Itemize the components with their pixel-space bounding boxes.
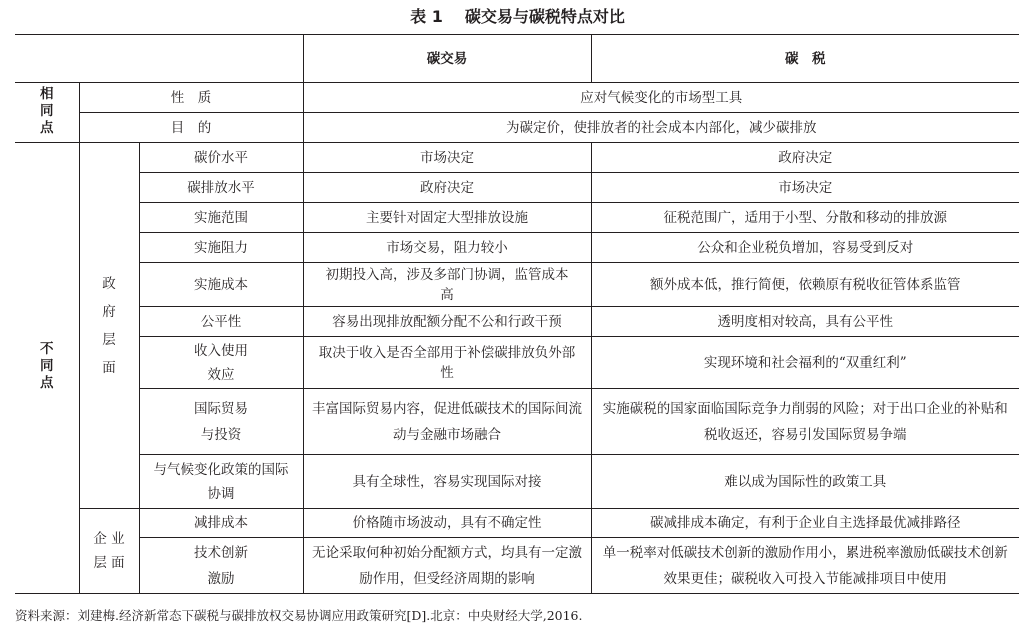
table-title: 碳交易与碳税特点对比 — [464, 7, 625, 26]
row-label: 实施成本 — [139, 263, 303, 307]
cell-trade: 无论采取何种初始分配额方式，均具有一定激励作用，但受经济周期的影响 — [303, 538, 591, 594]
cell-trade: 初期投入高，涉及多部门协调，监管成本高 — [303, 263, 591, 307]
table-row — [15, 337, 1019, 389]
cell-tax: 市场决定 — [591, 173, 1019, 203]
group-label-same: 相 同 点 — [15, 83, 79, 143]
header-row — [15, 35, 1019, 83]
table-row — [15, 233, 1019, 263]
row-label: 与气候变化政策的国际协调 — [139, 455, 303, 509]
cell-trade: 取决于收入是否全部用于补偿碳排放负外部性 — [303, 337, 591, 389]
cell-trade: 价格随市场波动，具有不确定性 — [303, 509, 591, 538]
sub-group-enterprise: 企 业 层 面 — [79, 509, 139, 594]
comparison-table — [15, 34, 1019, 594]
table-row — [15, 143, 1019, 173]
row-label: 目 的 — [79, 113, 303, 143]
row-label: 国际贸易 与投资 — [139, 389, 303, 455]
cell-trade: 容易出现排放配额分配不公和行政干预 — [303, 307, 591, 337]
row-label: 减排成本 — [139, 509, 303, 538]
table-row — [15, 113, 1019, 143]
cell-trade: 市场决定 — [303, 143, 591, 173]
cell-tax: 实现环境和社会福利的“双重红利” — [591, 337, 1019, 389]
header-carbon-trading: 碳交易 — [303, 35, 591, 83]
table-row — [15, 389, 1019, 455]
table-row — [15, 203, 1019, 233]
header-carbon-tax: 碳 税 — [591, 35, 1019, 83]
group-label-different: 不 同 点 — [15, 143, 79, 594]
cell-tax: 碳减排成本确定，有利于企业自主选择最优减排路径 — [591, 509, 1019, 538]
row-label: 实施范围 — [139, 203, 303, 233]
cell-trade: 主要针对固定大型排放设施 — [303, 203, 591, 233]
table-caption — [0, 4, 1035, 30]
table-row — [15, 455, 1019, 509]
cell-trade: 丰富国际贸易内容，促进低碳技术的国际间流动与金融市场融合 — [303, 389, 591, 455]
cell-trade: 具有全球性，容易实现国际对接 — [303, 455, 591, 509]
cell-tax: 实施碳税的国家面临国际竞争力削弱的风险；对于出口企业的补贴和税收返还，容易引发国际贸易争端 — [591, 389, 1019, 455]
merged-value: 应对气候变化的市场型工具 — [303, 83, 1019, 113]
table-row — [15, 83, 1019, 113]
cell-tax: 公众和企业税负增加，容易受到反对 — [591, 233, 1019, 263]
cell-tax: 难以成为国际性的政策工具 — [591, 455, 1019, 509]
table-row — [15, 263, 1019, 307]
cell-trade: 市场交易，阻力较小 — [303, 233, 591, 263]
source-note: 资料来源：刘建梅.经济新常态下碳税与碳排放权交易协调应用政策研究[D].北京：中央财经大学,2016. — [15, 608, 583, 623]
row-label: 实施阻力 — [139, 233, 303, 263]
merged-value: 为碳定价，使排放者的社会成本内部化，减少碳排放 — [303, 113, 1019, 143]
cell-tax: 透明度相对较高，具有公平性 — [591, 307, 1019, 337]
row-label: 收入使用 效应 — [139, 337, 303, 389]
row-label: 性 质 — [79, 83, 303, 113]
table-row — [15, 307, 1019, 337]
row-label: 碳价水平 — [139, 143, 303, 173]
table-row — [15, 509, 1019, 538]
table-row — [15, 538, 1019, 594]
row-label: 公平性 — [139, 307, 303, 337]
row-label: 技术创新 激励 — [139, 538, 303, 594]
sub-group-government: 政 府 层 面 — [79, 143, 139, 509]
cell-tax: 政府决定 — [591, 143, 1019, 173]
cell-tax: 额外成本低，推行简便，依赖原有税收征管体系监管 — [591, 263, 1019, 307]
header-corner — [15, 35, 303, 83]
table-row — [15, 173, 1019, 203]
cell-tax: 单一税率对低碳技术创新的激励作用小，累进税率激励低碳技术创新效果更佳；碳税收入可投入节能减排项目中使用 — [591, 538, 1019, 594]
table-number: 表 1 — [410, 7, 443, 26]
cell-trade: 政府决定 — [303, 173, 591, 203]
row-label: 碳排放水平 — [139, 173, 303, 203]
cell-tax: 征税范围广，适用于小型、分散和移动的排放源 — [591, 203, 1019, 233]
